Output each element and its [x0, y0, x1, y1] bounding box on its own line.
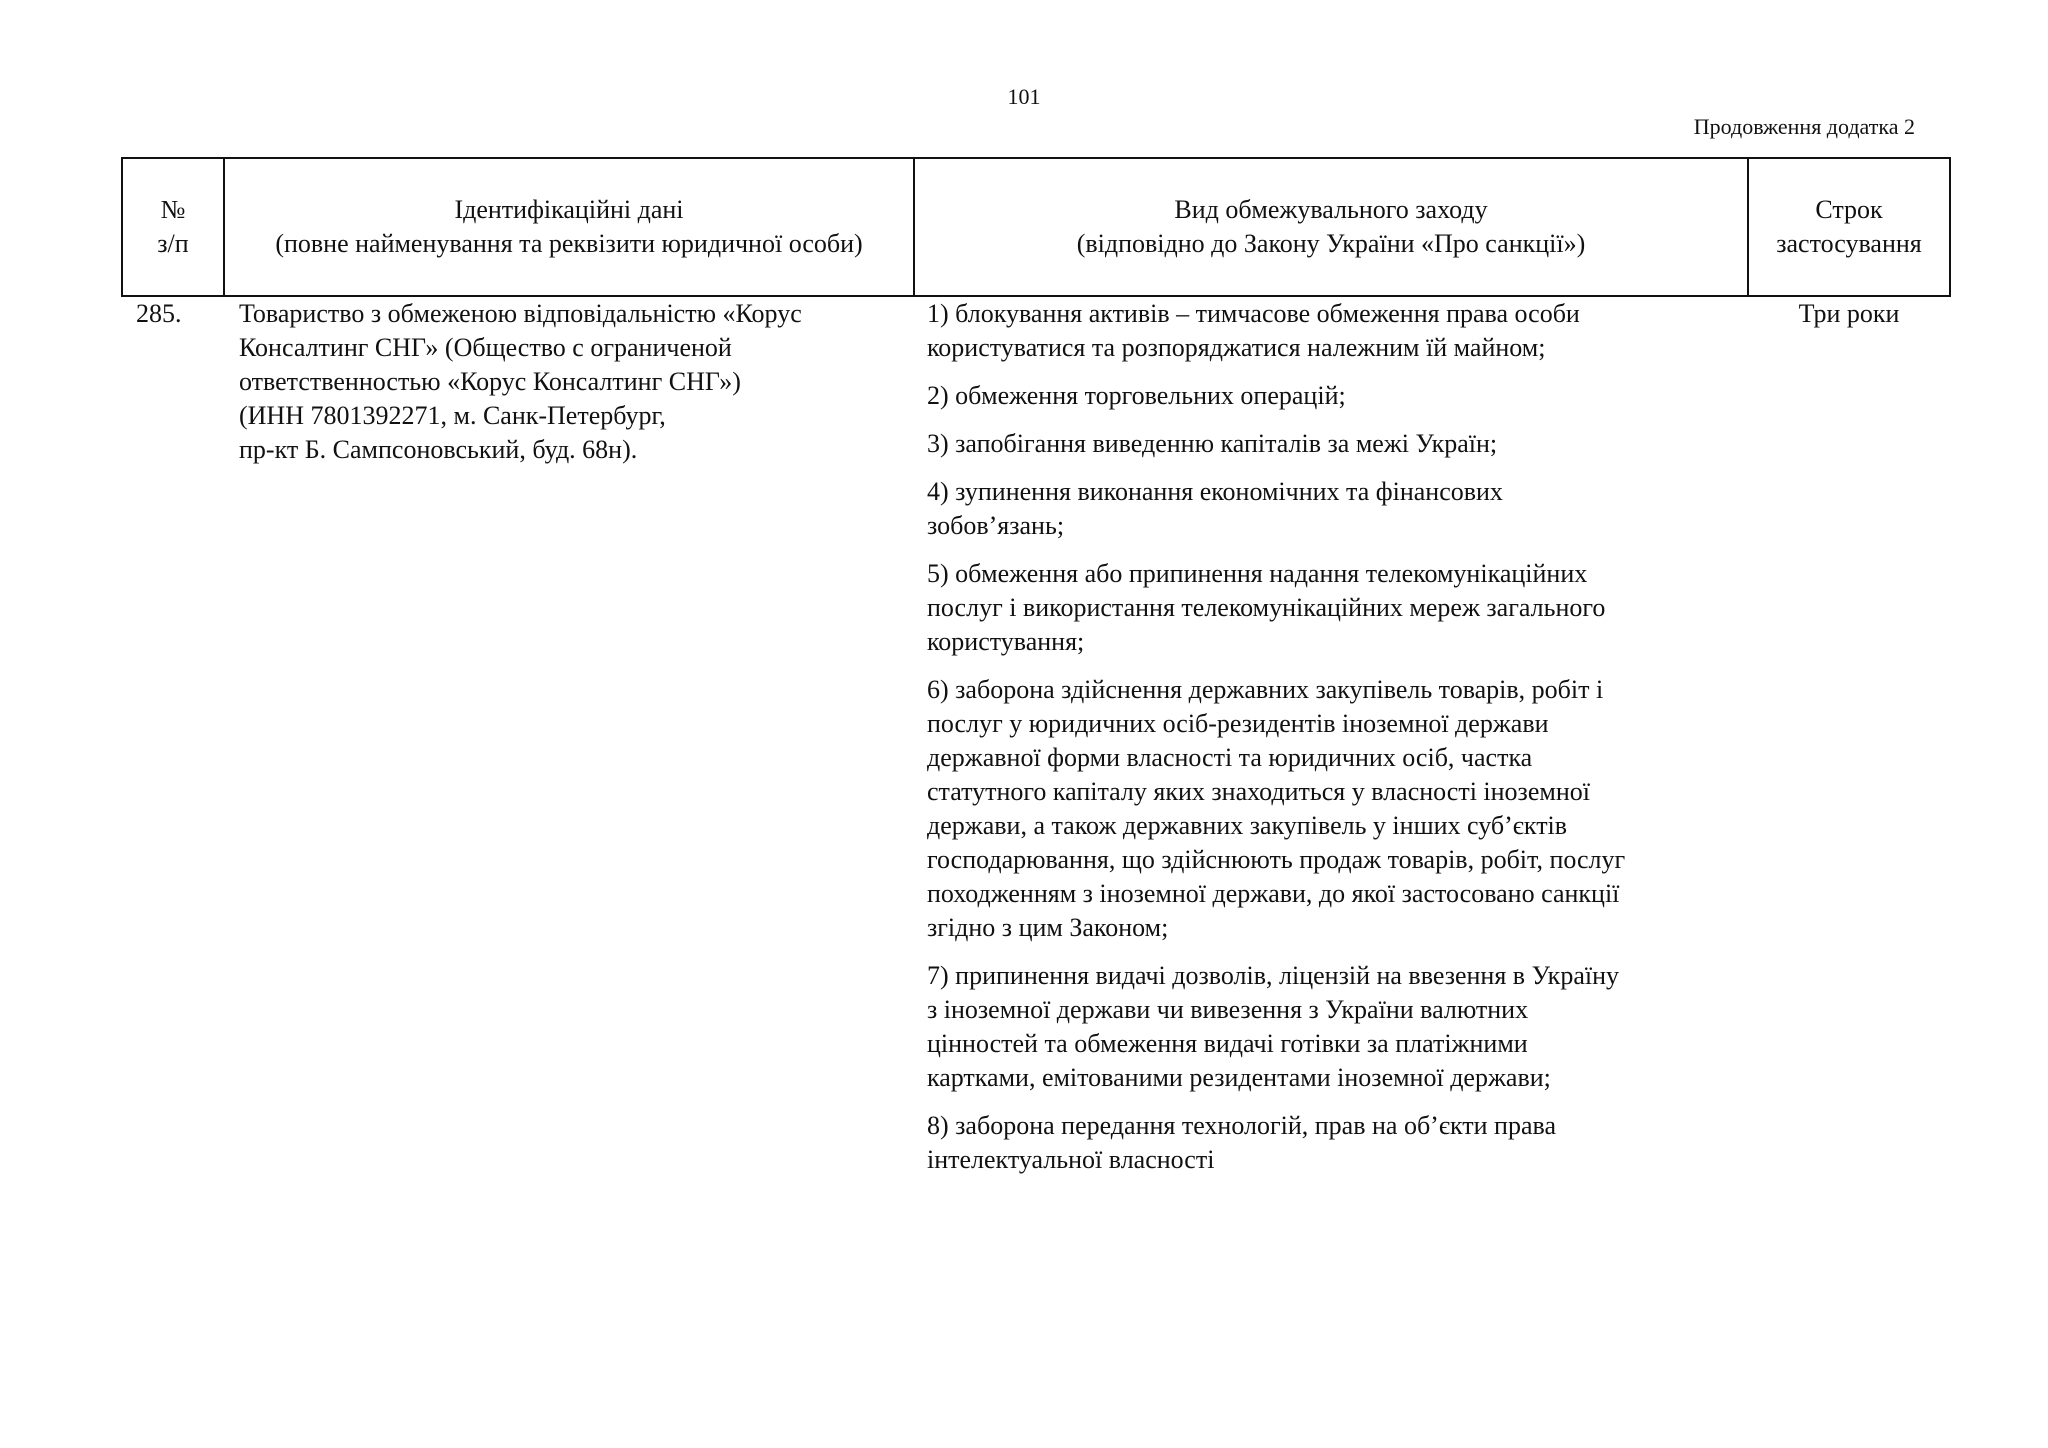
measure-line: 6) заборона здійснення державних закупівель товарів, робіт і	[927, 675, 1604, 704]
measure-item	[927, 379, 1732, 413]
identification-line: Товариство з обмеженою відповідальністю «Корус	[239, 299, 802, 328]
identification-line: (ИНН 7801392271, м. Санк-Петербург,	[239, 401, 666, 430]
measure-line: згідно з цим Законом;	[927, 913, 1169, 942]
measure-line: зобов’язань;	[927, 511, 1065, 540]
measure-item	[927, 557, 1732, 659]
measure-line: державної форми власності та юридичних осіб, частка	[927, 743, 1533, 772]
measure-line: з іноземної держави чи вивезення з України валютних	[927, 995, 1529, 1024]
header-measure-line: (відповідно до Закону України «Про санкції»)	[1076, 229, 1586, 258]
measure-line: інтелектуальної власності	[927, 1145, 1215, 1174]
measure-line: послуг у юридичних осіб-резидентів іноземної держави	[927, 709, 1549, 738]
measure-line: 5) обмеження або припинення надання телекомунікаційних	[927, 559, 1588, 588]
row-identification	[224, 296, 914, 1191]
header-number-line: №	[160, 195, 186, 224]
header-measure	[914, 158, 1748, 296]
measure-item	[927, 427, 1732, 461]
header-measure-line: Вид обмежувального заходу	[1174, 195, 1488, 224]
measure-line: цінностей та обмеження видачі готівки за платіжними	[927, 1029, 1528, 1058]
measure-line: користуватися та розпоряджатися належним їй майном;	[927, 333, 1546, 362]
header-number	[122, 158, 224, 296]
header-identification-line: Ідентифікаційні дані	[454, 195, 684, 224]
measure-item	[927, 959, 1732, 1095]
measure-item	[927, 1109, 1732, 1177]
header-term-line: Строк	[1815, 195, 1883, 224]
identification-line: Консалтинг СНГ» (Общество с ограниченой	[239, 333, 732, 362]
measure-line: господарювання, що здійснюють продаж товарів, робіт, послуг	[927, 845, 1626, 874]
header-term	[1748, 158, 1950, 296]
measure-line: походженням з іноземної держави, до якої застосовано санкції	[927, 879, 1620, 908]
row-term: Три роки	[1798, 299, 1900, 328]
header-identification-line: (повне найменування та реквізити юридичної особи)	[275, 229, 863, 258]
identification-line: пр-кт Б. Сампсоновський, буд. 68н).	[239, 435, 638, 464]
measure-line: 7) припинення видачі дозволів, ліцензій на ввезення в Україну	[927, 961, 1619, 990]
sanctions-table	[121, 157, 1951, 1191]
page-number: 101	[1007, 84, 1041, 109]
measure-line: 4) зупинення виконання економічних та фінансових	[927, 477, 1503, 506]
measure-line: держави, а також державних закупівель у інших суб’єктів	[927, 811, 1568, 840]
table-row	[122, 296, 1950, 1191]
measure-item	[927, 297, 1732, 365]
measure-line: картками, емітованими резидентами іноземної держави;	[927, 1063, 1551, 1092]
row-measures	[914, 296, 1748, 1191]
measure-line: статутного капіталу яких знаходиться у власності іноземної	[927, 777, 1590, 806]
header-identification	[224, 158, 914, 296]
measure-item	[927, 475, 1732, 543]
identification-line: ответственностью «Корус Консалтинг СНГ»)	[239, 367, 741, 396]
measure-line: послуг і використання телекомунікаційних мереж загального	[927, 593, 1606, 622]
measure-line: користування;	[927, 627, 1085, 656]
measure-line: 1) блокування активів – тимчасове обмеження права особи	[927, 299, 1580, 328]
measure-list	[927, 297, 1732, 1177]
continuation-label: Продовження додатка 2	[1693, 114, 1915, 139]
header-number-line: з/п	[157, 229, 189, 258]
measure-line: 8) заборона передання технологій, прав на об’єкти права	[927, 1111, 1556, 1140]
header-term-line: застосування	[1776, 229, 1922, 258]
row-number: 285.	[136, 299, 182, 328]
measure-line: 2) обмеження торговельних операцій;	[927, 381, 1346, 410]
measure-line: 3) запобігання виведенню капіталів за межі Україн;	[927, 429, 1498, 458]
measure-item	[927, 673, 1732, 945]
table-header-row	[122, 158, 1950, 296]
